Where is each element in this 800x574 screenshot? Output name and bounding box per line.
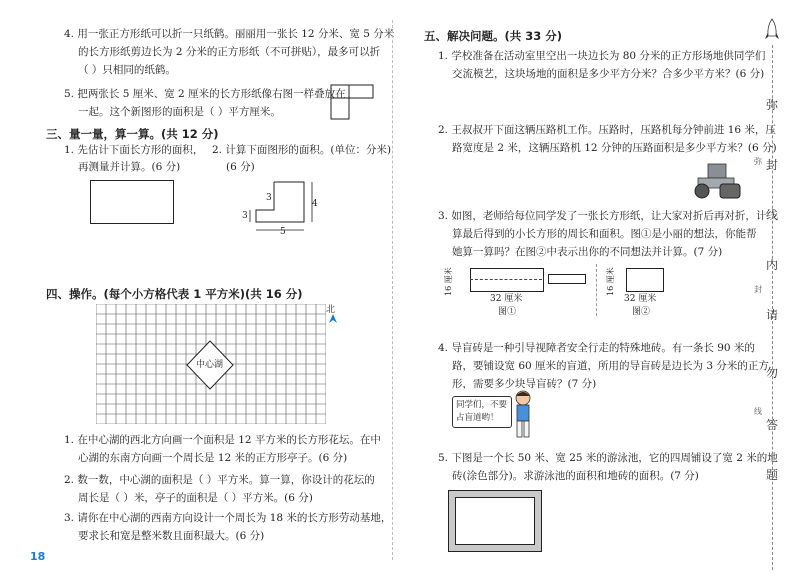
fig-separator: [596, 264, 597, 316]
binding-char-1: 弥: [766, 98, 779, 112]
s3-q1-line1: 1. 先估计下面长方形的面积，: [64, 144, 204, 156]
r-q5-line1: 5. 下图是一个长 50 米、宽 25 米的游泳池，它的四周铺设了宽 2 米的地: [438, 452, 778, 464]
binding-char-7: 答: [766, 418, 779, 432]
north-label: 北: [326, 305, 336, 315]
rocket-icon: [764, 18, 780, 44]
fig1-rectangle: [470, 268, 544, 292]
binding-char-6: 勿: [766, 366, 779, 380]
fig-label-3a: 3: [266, 193, 272, 203]
r-q2-line2: 路宽度是 2 米，这辆压路机 12 分钟的压路面积是多少平方米？(6 分): [452, 142, 777, 154]
left-q5-line2: 一起。这个新图形的面积是（ ）平方厘米。: [78, 106, 281, 118]
binding-small-char-1: 弥: [754, 157, 762, 166]
fig1-caption: 图①: [498, 307, 517, 317]
s4-q2-line2: 周长是（ ）米，亭子的面积是（ ）平方米。(6 分): [78, 492, 313, 504]
s3-q2-line1: 2. 计算下面图形的面积。(单位：分米): [212, 144, 392, 156]
r-q4-line2: 路，要铺设宽 60 厘米的盲道，所用的导盲砖是边长为 3 分米的正方: [452, 360, 769, 372]
bubble-line2: 占盲道哟！: [456, 413, 499, 423]
fig-label-5: 5: [280, 227, 286, 237]
overlap-rectangles-figure: [330, 84, 376, 120]
left-q4-line2: 的长方形纸剪边长为 2 分米的正方形纸（不可拼贴），最多可以折: [78, 46, 381, 58]
fig2-bottom-label: 32 厘米: [624, 294, 657, 304]
r-q1-line2: 交流模艺，这块场地的面积是多少平方分米？合多少平方米？(6 分): [452, 68, 765, 80]
s3-q2-line2: (6 分): [226, 161, 255, 173]
section-3-title: 三、量一量，算一算。(共 12 分): [46, 127, 219, 141]
left-q4-line3: （ ）只相同的纸鹤。: [78, 64, 176, 76]
binding-small-char-2: 封: [754, 285, 762, 294]
fig1-strip: [548, 274, 586, 284]
r-q3-line2: 算最后得到的小长方形的周长和面积。图①是小丽的想法，你能帮: [452, 228, 757, 240]
binding-char-8: 题: [766, 468, 779, 482]
binding-char-4: 内: [766, 258, 779, 272]
s3-q1-line2: 再测量并计算。(6 分): [78, 161, 181, 173]
measure-rectangle: [90, 180, 174, 224]
r-q3-line3: 她算一算吗？在图②中表示出你的不同想法并计算。(7 分): [452, 246, 723, 258]
s4-q2-line1: 2. 数一数，中心湖的面积是（ ）平方米。算一算，你设计的花坛的: [64, 474, 375, 486]
left-q5-line1: 5. 把两张长 5 厘米、宽 2 厘米的长方形纸像右图一样叠放在: [64, 88, 346, 100]
r-q2-line1: 2. 王叔叔开下面这辆压路机工作。压路时，压路机每分钟前进 16 米，压: [438, 124, 776, 136]
bubble-line1: 同学们，不要: [456, 400, 508, 410]
r-q4-line3: 形，需要多少块导盲砖？(7 分): [452, 378, 597, 390]
north-arrow-icon: [328, 314, 338, 324]
r-q4-line1: 4. 导盲砖是一种引导视障者安全行走的特殊地砖。有一条长 90 米的: [438, 342, 755, 354]
section-4-title: 四、操作。(每个小方格代表 1 平方米)(共 16 分): [46, 287, 303, 301]
pool-inner: [455, 497, 535, 545]
s4-q1-line2: 心湖的东南方向画一个周长是 12 米的正方形亭子。(6 分): [78, 452, 348, 464]
s4-q3-line2: 要求长和宽是整米数且面积最大。(6 分): [78, 530, 265, 542]
fig-label-4: 4: [312, 199, 318, 209]
boy-character-icon: [512, 390, 534, 442]
fig2-side-label: 16 厘米: [606, 267, 615, 296]
central-lake-label: 中心湖: [196, 360, 224, 370]
fig2-caption: 图②: [632, 307, 651, 317]
binding-small-char-3: 线: [754, 407, 762, 416]
r-q5-line2: 砖(涂色部分)。求游泳池的面积和地砖的面积。(7 分): [452, 470, 699, 482]
page-divider: [392, 20, 393, 560]
section-5-title: 五、解决问题。(共 33 分): [424, 29, 563, 43]
binding-char-3: 线: [766, 208, 779, 222]
page-number: 18: [30, 550, 46, 563]
fig2-rectangle: [626, 268, 664, 292]
fig1-bottom-label: 32 厘米: [490, 294, 523, 304]
fig1-fold-line: [470, 279, 542, 280]
fig1-side-label: 16 厘米: [444, 267, 453, 296]
fig-label-3b: 3: [242, 211, 248, 221]
left-q4-line1: 4. 用一张正方形纸可以折一只纸鹤。丽丽用一张长 12 分米、宽 5 分米: [64, 28, 395, 40]
binding-char-5: 请: [766, 308, 779, 322]
s4-q3-line1: 3. 请你在中心湖的西南方向设计一个周长为 18 米的长方形劳动基地，: [64, 512, 392, 524]
r-q3-line1: 3. 如图，老师给每位同学发了一张长方形纸，让大家对折后再对折，计: [438, 210, 767, 222]
binding-char-2: 封: [766, 158, 779, 172]
s4-q1-line1: 1. 在中心湖的西北方向画一个面积是 12 平方米的长方形花坛。在中: [64, 434, 381, 446]
r-q1-line1: 1. 学校准备在活动室里空出一块边长为 80 分米的正方形场地供同学们: [438, 50, 766, 62]
road-roller-icon: [690, 160, 742, 200]
